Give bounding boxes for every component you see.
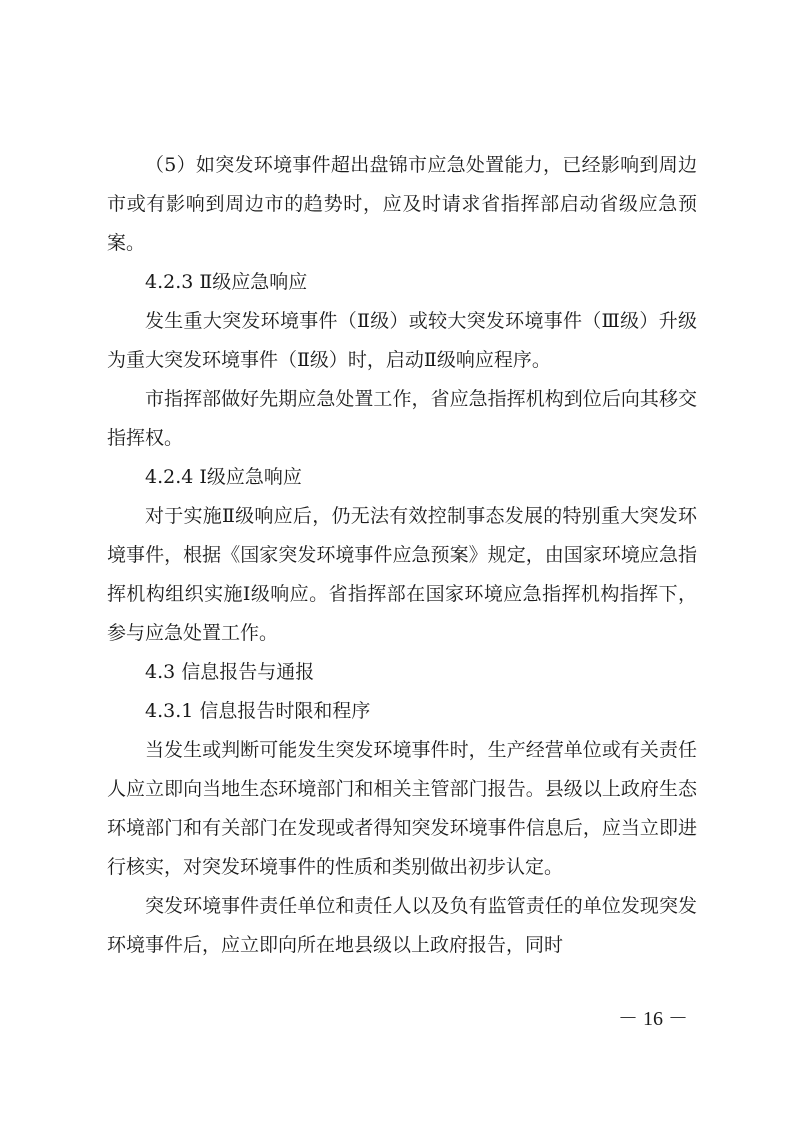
paragraph-reporting-procedure: 当发生或判断可能发生突发环境事件时，生产经营单位或有关责任人应立即向当地生态环境部门和相关主管部门报告。县级以上政府生态环境部门和有关部门在发现或者得知突发环境事件信息后，应当立即进行核实，对突发环境事件的性质和类别做出初步认定。: [107, 739, 697, 878]
document-body: [107, 146, 697, 965]
section-heading-4-3: 4.3 信息报告与通报: [145, 661, 315, 683]
paragraph-level-1-response: 对于实施Ⅱ级响应后，仍无法有效控制事态发展的特别重大突发环境事件，根据《国家突发环境事件应急预案》规定，由国家环境应急指挥机构组织实施Ⅰ级响应。省指挥部在国家环境应急指挥机构指挥下，参与应急处置工作。: [107, 505, 697, 644]
page-number: － 16 －: [618, 1008, 688, 1030]
section-heading-4-2-3: 4.2.3 Ⅱ级应急响应: [145, 271, 308, 293]
paragraph-responsible-unit-report: 突发环境事件责任单位和责任人以及负有监管责任的单位发现突发环境事件后，应立即向所在地县级以上政府报告，同时: [107, 895, 697, 956]
paragraph-escalation-provincial: （5）如突发环境事件超出盘锦市应急处置能力，已经影响到周边市或有影响到周边市的趋势时，应及时请求省指挥部启动省级应急预案。: [107, 154, 697, 254]
section-heading-4-3-1: 4.3.1 信息报告时限和程序: [145, 700, 371, 722]
section-heading-4-2-4: 4.2.4 Ⅰ级应急响应: [145, 466, 302, 488]
paragraph-level-2-trigger: 发生重大突发环境事件（Ⅱ级）或较大突发环境事件（Ⅲ级）升级为重大突发环境事件（Ⅱ级）时，启动Ⅱ级响应程序。: [107, 310, 697, 371]
paragraph-command-handover: 市指挥部做好先期应急处置工作，省应急指挥机构到位后向其移交指挥权。: [107, 388, 697, 449]
